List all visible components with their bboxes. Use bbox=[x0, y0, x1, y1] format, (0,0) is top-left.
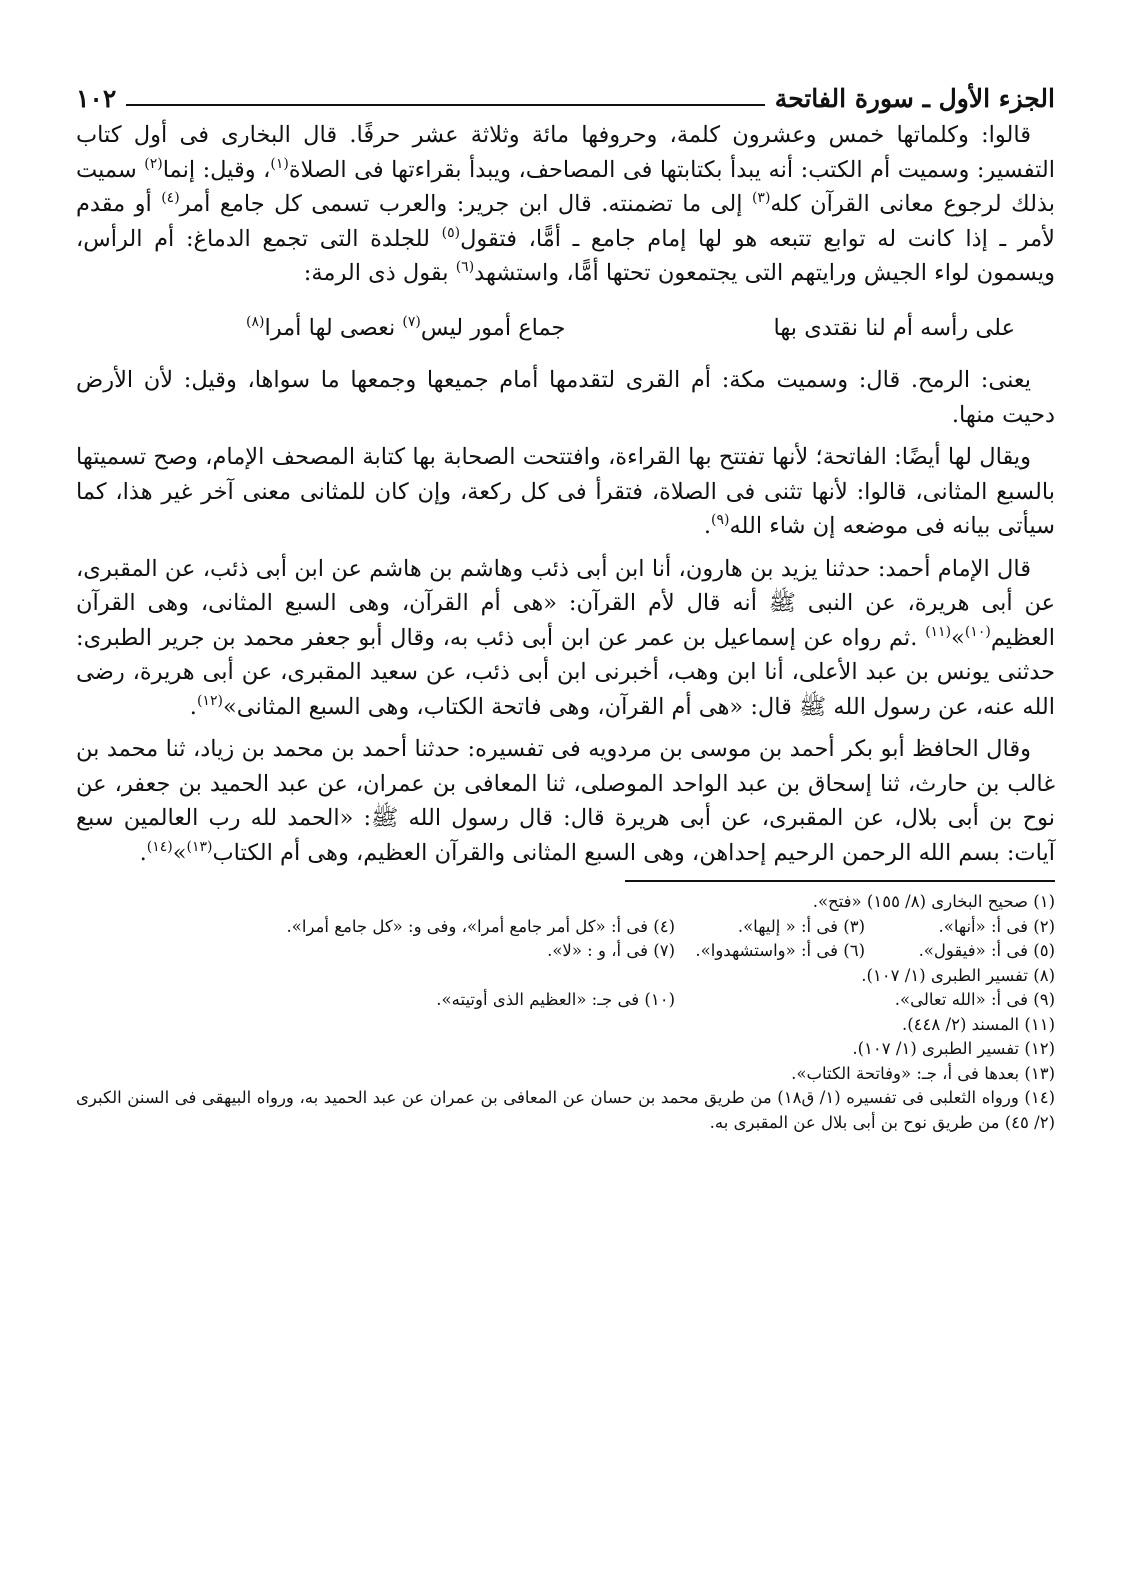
footnote-1: (١) صحيح البخارى (٨/ ١٥٥) «فتح». bbox=[812, 892, 1055, 911]
footnote-14: (١٤) ورواه الثعلبى فى تفسيره (١/ ق١٨) من طريق محمد بن حسان عن المعافى بن عمران عن عبد الحميد به، ورواه البيهقى فى السنن الكبرى (٢/ ٤٥) من طريق نوح بن أبى بلال عن المقبرى به. bbox=[76, 1088, 1056, 1132]
footnote-11: (١١) المسند (٢/ ٤٤٨). bbox=[901, 1014, 1055, 1034]
footnote-ref: (٥) bbox=[441, 224, 461, 241]
text-run: ويقال لها أيضًا: الفاتحة؛ لأنها تفتتح بها القراءة، وافتتحت الصحابة بها كتابة المصحف الإمام، وصح تسميتها بالسبع المثانى، قالوا: لأنها تثنى فى الصلاة، فتقرأ فى كل ركعة، وإن كان للمثانى معنى آخر غير هذا، كما سيأتى بيانه فى موضعه إن شاء الله bbox=[76, 444, 1055, 539]
footnote-8: (٨) تفسير الطبرى (١/ ١٠٧). bbox=[861, 965, 1055, 985]
paragraph-2: يعنى: الرمح. قال: وسميت مكة: أم القرى لتقدمها أمام جميعها وجمعها ما سواها، وقيل: لأن الأرض دحيت منها. bbox=[76, 367, 1055, 428]
footnote-ref: (٢) bbox=[144, 155, 163, 172]
footnote-ref: (٨) bbox=[246, 313, 265, 330]
paragraph-5 bbox=[76, 732, 1055, 870]
verse-second-hemistich bbox=[246, 311, 565, 346]
text-run: للجلدة التى تجمع الدماغ: أم الرأس، ويسمون لواء الجيش ورايتهم التى يجتمعون تحتها أمًّا، واستشهد bbox=[76, 225, 1055, 286]
text-run: بقول ذى الرمة: bbox=[303, 260, 456, 286]
text-run: قالوا: وكلماتها خمس وعشرون كلمة، وحروفها مائة وثلاثة عشر حرفًا. قال البخارى فى أول كتاب التفسير: وسميت أم الكتب: أنه يبدأ بكتابتها فى المصاحف، ويبدأ بقراءتها فى الصلاة bbox=[76, 122, 1055, 183]
text-run: سميت بذلك لرجوع معانى القرآن كله bbox=[76, 156, 1056, 217]
header-rule bbox=[126, 104, 765, 106]
text-run: قال الإمام أحمد: حدثنا يزيد بن هارون، أنا ابن أبى ذئب وهاشم بن هاشم عن ابن أبى ذئب، عن المقبرى، عن أبى هريرة، عن النبى ﷺ أنه قال لأم القرآن: «هى أم القرآن، وهى السبع المثانى، وهى القرآن العظيم bbox=[76, 555, 1055, 651]
text-run: .ثم رواه عن إسماعيل بن عمر عن ابن أبى ذئب به، وقال أبو جعفر محمد بن جرير الطبرى: حدثنى يونس بن عبد الأعلى، أنا ابن وهب، أخبرنى ابن أبى ذئب، عن سعيد المقبرى، عن أبى هريرة، رضى الله عنه، عن رسول الله ﷺ قال: «هى أم القرآن، وهى فاتحة الكتاب، وهى السبع المثانى» bbox=[76, 624, 1055, 720]
text-run: إلى ما تضمنته. قال ابن جرير: والعرب تسمى كل جامع أمر bbox=[179, 191, 752, 217]
main-text bbox=[76, 118, 1055, 870]
footnote-ref: (١) bbox=[270, 155, 289, 172]
text-run: . bbox=[703, 513, 711, 539]
footnote-ref: (٦) bbox=[455, 259, 475, 275]
footnote-ref: (١٤) bbox=[146, 838, 173, 855]
running-title: الجزء الأول ـ سورة الفاتحة bbox=[774, 84, 1055, 113]
footnote-row bbox=[76, 988, 1055, 1013]
footnote-row bbox=[76, 1037, 1055, 1062]
footnote-row bbox=[76, 890, 1055, 915]
footnote-4: (٤) فى أ: «كل أمر جامع أمرا»، وفى و: «كل جامع أمرا». bbox=[286, 916, 675, 936]
text-run: ، وقيل: إنما bbox=[162, 156, 271, 183]
text-run: » bbox=[172, 839, 187, 866]
footnote-row bbox=[76, 939, 1055, 964]
footnote-7: (٧) فى أ، و : «لا». bbox=[547, 941, 675, 960]
footnote-row bbox=[76, 1062, 1055, 1087]
footnote-ref: (٩) bbox=[710, 512, 730, 528]
footnote-3: (٣) فى أ: « إليها». bbox=[737, 916, 865, 936]
footnote-2: (٢) فى أ: «أنها». bbox=[938, 916, 1055, 936]
paragraph-4 bbox=[76, 552, 1055, 725]
poetry-verse bbox=[76, 299, 1055, 364]
text-run: أو مقدم لأمر ـ إذا كانت له توابع تتبعه هو لها إمام جامع ـ أمًّا، فتقول bbox=[76, 191, 1055, 252]
running-header bbox=[76, 80, 1055, 114]
footnote-ref: (١٣) bbox=[186, 838, 213, 855]
footnote-ref: (٧) bbox=[402, 313, 421, 330]
footnote-row bbox=[76, 915, 1055, 940]
footnote-ref: (١١) bbox=[925, 623, 952, 640]
text-run: . bbox=[139, 839, 147, 866]
text-run: » bbox=[951, 624, 965, 651]
footnote-6: (٦) فى أ: «واستشهدوا». bbox=[695, 941, 865, 960]
footnote-separator bbox=[625, 880, 1055, 882]
footnote-13: (١٣) بعدها فى أ، جـ: «وفاتحة الكتاب». bbox=[791, 1063, 1055, 1083]
text-run: . bbox=[189, 693, 197, 720]
footnote-ref: (١٠) bbox=[964, 623, 991, 640]
footnote-10: (١٠) فى جـ: «العظيم الذى أوتيته». bbox=[436, 990, 675, 1009]
footnote-row bbox=[76, 1013, 1055, 1038]
footnote-row bbox=[76, 964, 1055, 989]
footnote-9: (٩) فى أ: «الله تعالى». bbox=[894, 990, 1055, 1009]
footnote-ref: (١٢) bbox=[196, 692, 223, 709]
page-number: ١٠٢ bbox=[76, 84, 117, 113]
text-run: وقال الحافظ أبو بكر أحمد بن موسى بن مردويه فى تفسيره: حدثنا أحمد بن محمد بن زياد، ثنا محمد بن غالب بن حارث، ثنا إسحاق بن عبد الواحد الموصلى، ثنا المعافى بن عمران، عن عبد الحميد بن جعفر، عن نوح بن أبى بلال، عن المقبرى، عن أبى هريرة قال: قال رسول الله ﷺ: «الحمد لله رب العالمين سبع آيات: بسم الله الرحمن الرحيم إحداهن، وهى السبع المثانى والقرآن العظيم، وهى أم الكتاب bbox=[76, 736, 1055, 866]
verse-first-hemistich: على رأسه أم لنا نقتدى بها bbox=[773, 314, 1015, 341]
footnotes bbox=[76, 890, 1055, 1135]
footnote-ref: (٣) bbox=[751, 190, 771, 206]
paragraph-1 bbox=[76, 118, 1055, 291]
paragraph-3 bbox=[76, 440, 1055, 544]
footnote-12: (١٢) تفسير الطبرى (١/ ١٠٧). bbox=[852, 1039, 1055, 1058]
text-run: جماع أمور ليس bbox=[420, 314, 566, 341]
footnote-ref: (٤) bbox=[161, 190, 180, 206]
footnote-5: (٥) فى أ: «فيقول». bbox=[918, 941, 1055, 960]
footnote-row bbox=[76, 1086, 1055, 1135]
text-run: نعصى لها أمرا bbox=[264, 314, 403, 341]
